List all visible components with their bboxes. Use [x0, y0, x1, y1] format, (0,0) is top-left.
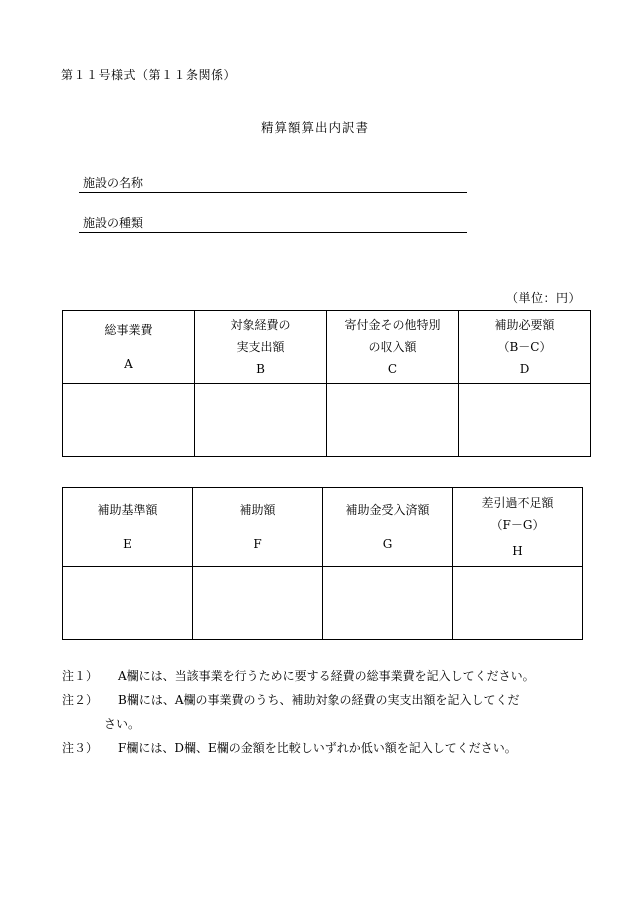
column-d-title-1: 補助必要額	[494, 318, 555, 332]
column-e-title: 補助基準額	[97, 503, 158, 517]
subsidy-table	[62, 487, 583, 640]
column-e-letter: E	[123, 537, 132, 551]
note-2-label: 注２）	[62, 693, 99, 707]
note-1-label: 注１）	[62, 669, 99, 683]
expense-table-input-row	[63, 384, 591, 457]
column-b-letter: B	[256, 362, 265, 376]
note-3	[62, 736, 592, 760]
document-title: 精算額算出内訳書	[260, 120, 369, 135]
column-header-h	[453, 488, 583, 567]
column-c-title-1: 寄付金その他特別	[344, 318, 441, 332]
column-h-title-2: （F－G）	[490, 518, 545, 532]
input-cell-h[interactable]	[453, 567, 583, 640]
note-3-label: 注３）	[62, 741, 99, 755]
note-1-text: A欄には、当該事業を行うために要する経費の総事業費を記入してください。	[118, 669, 535, 683]
input-cell-a[interactable]	[63, 384, 195, 457]
note-3-text: F欄には、D欄、E欄の金額を比較しいずれか低い額を記入してください。	[118, 741, 517, 755]
note-2-continuation: さい。	[104, 717, 141, 731]
unit-label: （単位：円）	[505, 291, 581, 305]
facility-type-label: 施設の種類	[83, 216, 144, 230]
column-a-title: 総事業費	[104, 323, 153, 337]
column-header-g	[323, 488, 453, 567]
column-b-title-2: 実支出額	[236, 340, 285, 354]
column-h-title-1: 差引過不足額	[481, 496, 554, 510]
column-header-e	[63, 488, 193, 567]
input-cell-b[interactable]	[195, 384, 327, 457]
column-d-title-2: （B－C）	[497, 340, 552, 354]
note-1	[62, 664, 592, 688]
input-cell-c[interactable]	[327, 384, 459, 457]
column-header-f	[193, 488, 323, 567]
subsidy-table-input-row	[63, 567, 583, 640]
facility-name-label: 施設の名称	[83, 176, 144, 190]
input-cell-e[interactable]	[63, 567, 193, 640]
expense-table-header-row	[63, 311, 591, 384]
column-a-letter: A	[124, 357, 133, 371]
column-f-title: 補助額	[239, 503, 276, 517]
column-header-b	[195, 311, 327, 384]
column-header-d	[459, 311, 591, 384]
column-c-letter: C	[387, 362, 398, 376]
column-g-title: 補助金受入済額	[345, 503, 430, 517]
facility-type-field[interactable]	[79, 216, 467, 233]
column-d-letter: D	[519, 362, 530, 376]
form-number: 第１１号様式（第１１条関係）	[61, 68, 237, 82]
column-b-title-1: 対象経費の	[230, 318, 291, 332]
note-2	[62, 688, 592, 712]
note-2-text: B欄には、A欄の事業費のうち、補助対象の経費の実支出額を記入してくだ	[118, 693, 520, 707]
subsidy-table-header-row	[63, 488, 583, 567]
facility-name-field[interactable]	[79, 176, 467, 193]
column-header-c	[327, 311, 459, 384]
column-f-letter: F	[253, 537, 262, 551]
input-cell-f[interactable]	[193, 567, 323, 640]
input-cell-g[interactable]	[323, 567, 453, 640]
expense-table	[62, 310, 591, 457]
column-g-letter: G	[382, 537, 393, 551]
column-header-a	[63, 311, 195, 384]
column-h-letter: H	[512, 544, 523, 558]
column-c-title-2: の収入額	[368, 340, 417, 354]
input-cell-d[interactable]	[459, 384, 591, 457]
